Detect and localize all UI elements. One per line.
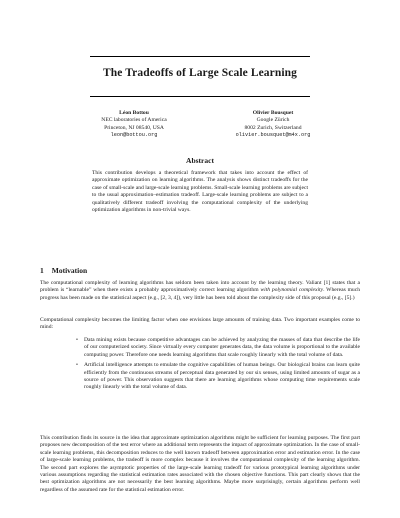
list-item-text: Artificial intelligence attempts to emulate the cognitive capabilities of human beings. Our biological brains can learn quite efficiently from the continuous streams of perceptual data generated by our six senses, using limited amounts of sugar as a source of power. This observation suggests that there are learning algorithms whose computing time requirements scale roughly linearly with the total volume of data.	[84, 362, 360, 391]
section-title: Motivation	[51, 266, 88, 275]
bullet-icon: •	[76, 337, 78, 343]
section-heading	[40, 266, 87, 275]
paragraph-1-part-a: The computational complexity of learning algorithms has seldom been taken into account by the learning theory. Valiant [1] states that a problem is “learnable” when there exists a probably approximatively correct learning algorithm	[40, 280, 360, 294]
list-item	[76, 362, 360, 392]
paragraph-2: Computational complexity becomes the limiting factor when one envisions large amounts of training data. Two important examples come to mind:	[40, 317, 360, 331]
paragraph-3: This contribution finds its source in the idea that approximate optimization algorithms might be sufficient for learning purposes. The first part proposes new decomposition of the test error where an additional term represents the impact of approximate optimization. In the case of small-scale learning problems, this decomposition reduces to the well known tradeoff between approximation error and estimation error. In the case of large-scale learning problems, the tradeoff is more complex because it involves the computational complexity of the learning algorithm. The second part explores the asymptotic properties of the large-scale learning tradeoff for various prototypical learning algorithms under various assumptions regarding the statistical estimation rates associated with the chosen objective functions. This part clearly shows that the best optimization algorithms are not necessarily the best learning algorithms. Maybe more surprisingly, certain algorithms perform well regardless of the assumed rate for the statistical estimation error.	[40, 435, 360, 493]
bullet-list	[76, 337, 360, 395]
list-item	[76, 337, 360, 359]
author-location: Princeton, NJ 08540, USA	[104, 124, 164, 131]
author-block-2	[198, 110, 348, 140]
bullet-icon: •	[76, 362, 78, 369]
author-location: 8002 Zurich, Switzerland	[244, 124, 302, 131]
paragraph-1-emphasis: with polynomial complexity	[260, 287, 324, 294]
list-item-text: Data mining exists because competitive advantages can be achieved by analyzing the masses of data that describe the life of our computerized society. Since virtually every computer generates data, the data volume is proportional to the available computing power. Therefore one needs learning algorithms that scale roughly linearly with the total volume of data.	[84, 337, 360, 358]
section-number: 1	[40, 266, 44, 275]
title-rule-top	[90, 56, 310, 57]
paper-title: The Tradeoffs of Large Scale Learning	[103, 67, 297, 79]
author-name: Olivier Bousquet	[252, 110, 294, 116]
paragraph-1-part-b: . Whereas much progress has been made on the statistical aspect (e.g., [2, 3, 4]), very little has been told about the complexity side of this proposal (e.g., [5].)	[40, 287, 360, 301]
title-rule-bottom	[90, 96, 310, 97]
author-name: Léon Bottou	[119, 110, 149, 116]
author-affiliation: NEC laboratories of America	[101, 117, 167, 124]
author-email: leon@bottou.org	[110, 132, 158, 139]
abstract-heading: Abstract	[186, 156, 214, 165]
author-affiliation: Google Zürich	[256, 117, 290, 124]
abstract-text: This contribution develops a theoretical framework that takes into account the effect of approximate optimization on learning algorithms. The analysis shows distinct tradeoffs for the case of small-scale and large-scale learning problems. Small-scale learning problems are subject to the usual approximation–estimation tradeoff. Large-scale learning problems are subject to a qualitatively different tradeoff involving the computational complexity of the underlying optimization algorithms in non-trivial ways.	[92, 170, 308, 214]
author-email: olivier.bousquet@m4x.org	[235, 132, 311, 139]
author-block-1	[74, 110, 194, 140]
paragraph-1	[40, 280, 360, 302]
